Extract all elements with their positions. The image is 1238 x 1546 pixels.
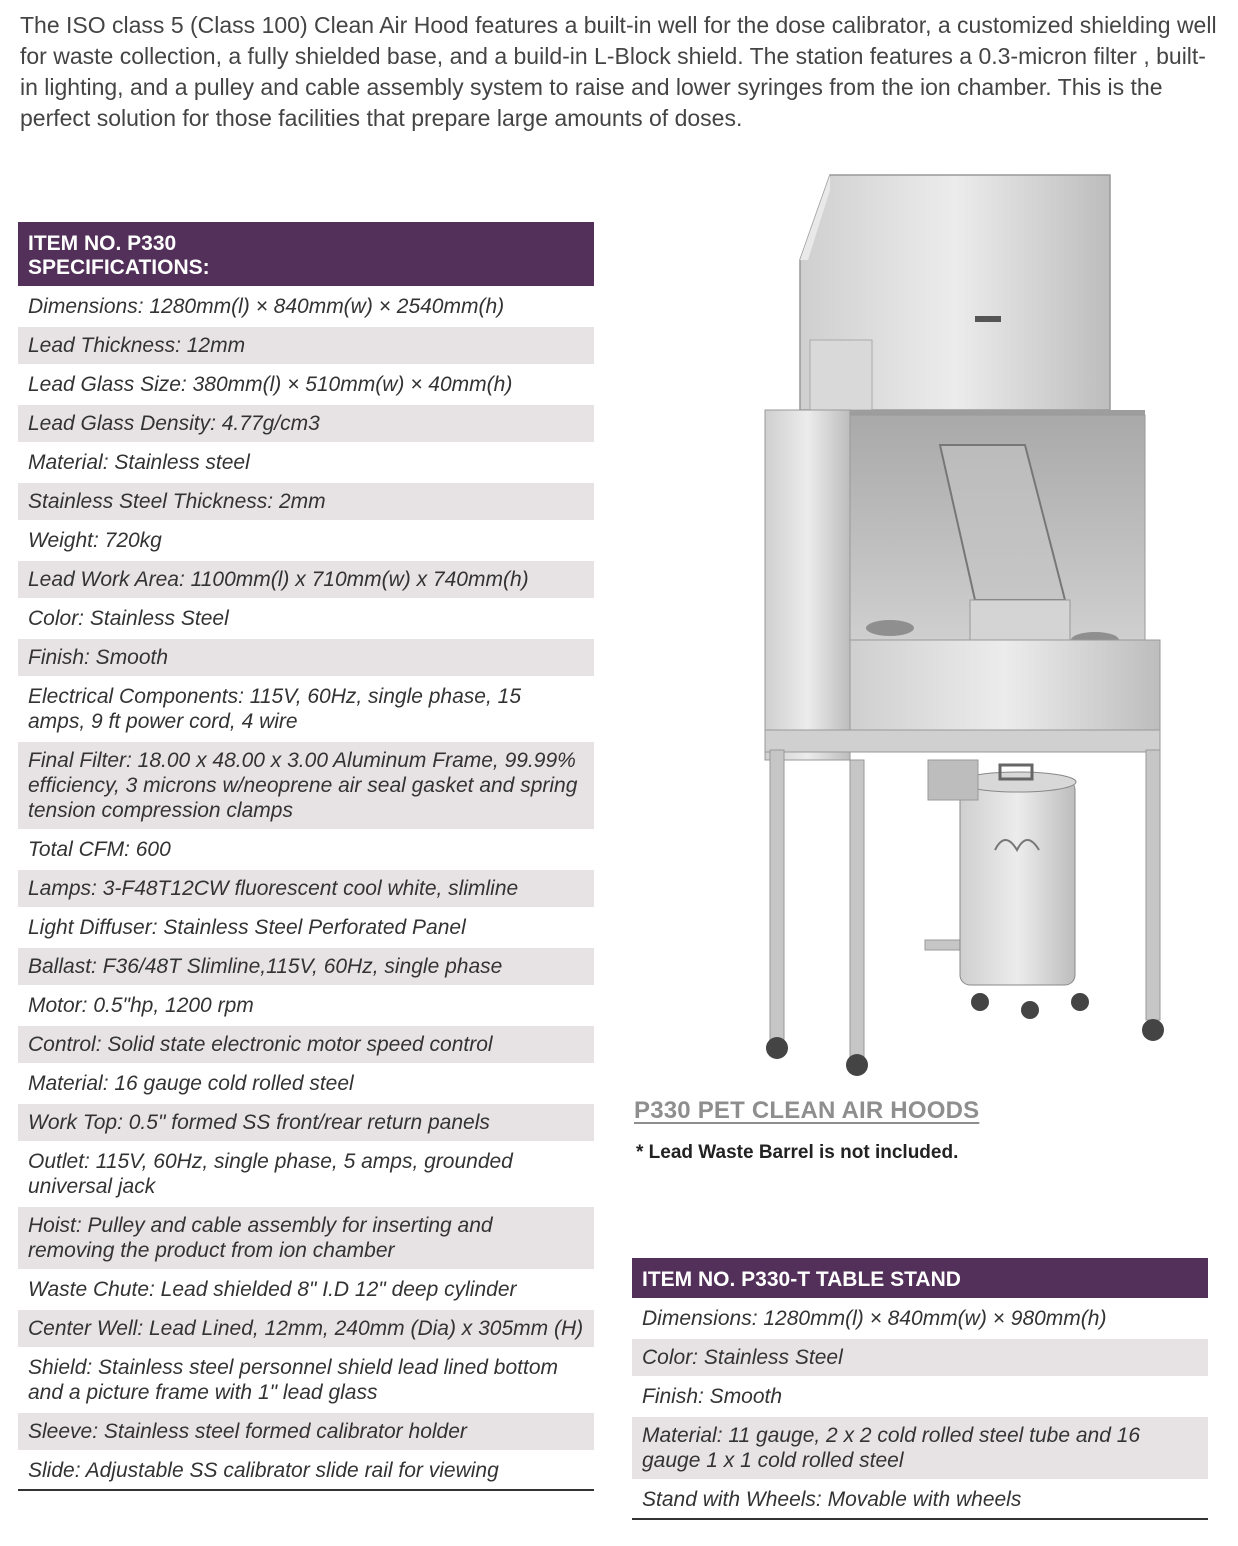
p330-specifications-table xyxy=(18,222,594,1491)
spec-row-light-diffuser: Light Diffuser: Stainless Steel Perforated Panel xyxy=(18,907,594,946)
spec-row-motor: Motor: 0.5"hp, 1200 rpm xyxy=(18,985,594,1024)
intro-paragraph: The ISO class 5 (Class 100) Clean Air Hood features a built-in well for the dose calibrator, a customized shielding well for waste collection, a fully shielded base, and a build-in L-Block shield. The station features a 0.3-micron filter , built-in lighting, and a pulley and cable assembly system to raise and lower syringes from the ion chamber. This is the perfect solution for those facilities that prepare large amounts of doses. xyxy=(20,12,1217,131)
spec-row-electrical: Electrical Components: 115V, 60Hz, single phase, 15 amps, 9 ft power cord, 4 wire xyxy=(18,676,594,740)
spec-row-lead-glass-density: Lead Glass Density: 4.77g/cm3 xyxy=(18,403,594,442)
barrel-note: * Lead Waste Barrel is not included. xyxy=(636,1142,959,1163)
spec-row-material: Material: Stainless steel xyxy=(18,442,594,481)
spec-row-slide: Slide: Adjustable SS calibrator slide rail for viewing xyxy=(18,1450,594,1491)
spec-row-ballast: Ballast: F36/48T Slimline,115V, 60Hz, single phase xyxy=(18,946,594,985)
spec-row-hoist: Hoist: Pulley and cable assembly for inserting and removing the product from ion chamber xyxy=(18,1205,594,1269)
spec-row-dimensions: Dimensions: 1280mm(l) × 840mm(w) × 2540mm(h) xyxy=(18,286,594,325)
clean-air-hood-image xyxy=(750,170,1190,1080)
product-title: P330 PET CLEAN AIR HOODS xyxy=(634,1097,980,1124)
stand-row-color: Color: Stainless Steel xyxy=(632,1337,1208,1376)
spec-header-item-no: ITEM NO. P330 xyxy=(28,232,177,255)
spec-row-lead-glass-size: Lead Glass Size: 380mm(l) × 510mm(w) × 40mm(h) xyxy=(18,364,594,403)
spec-row-control: Control: Solid state electronic motor speed control xyxy=(18,1024,594,1063)
stand-row-material: Material: 11 gauge, 2 x 2 cold rolled steel tube and 16 gauge 1 x 1 cold rolled steel xyxy=(632,1415,1208,1479)
spec-row-material-gauge: Material: 16 gauge cold rolled steel xyxy=(18,1063,594,1102)
stand-row-wheels: Stand with Wheels: Movable with wheels xyxy=(632,1479,1208,1520)
spec-row-finish: Finish: Smooth xyxy=(18,637,594,676)
p330-t-table-stand-table xyxy=(632,1258,1208,1520)
spec-row-outlet: Outlet: 115V, 60Hz, single phase, 5 amps, grounded universal jack xyxy=(18,1141,594,1205)
spec-row-total-cfm: Total CFM: 600 xyxy=(18,829,594,868)
spec-row-steel-thickness: Stainless Steel Thickness: 2mm xyxy=(18,481,594,520)
spec-row-lead-work-area: Lead Work Area: 1100mm(l) x 710mm(w) x 740mm(h) xyxy=(18,559,594,598)
spec-row-sleeve: Sleeve: Stainless steel formed calibrator holder xyxy=(18,1411,594,1450)
stand-table-header: ITEM NO. P330-T TABLE STAND xyxy=(632,1258,1208,1298)
spec-row-lead-thickness: Lead Thickness: 12mm xyxy=(18,325,594,364)
spec-header-title: SPECIFICATIONS: xyxy=(28,256,210,279)
spec-row-center-well: Center Well: Lead Lined, 12mm, 240mm (Dia) x 305mm (H) xyxy=(18,1308,594,1347)
spec-row-shield: Shield: Stainless steel personnel shield lead lined bottom and a picture frame with 1" lead glass xyxy=(18,1347,594,1411)
spec-row-waste-chute: Waste Chute: Lead shielded 8" I.D 12" deep cylinder xyxy=(18,1269,594,1308)
spec-row-weight: Weight: 720kg xyxy=(18,520,594,559)
spec-row-work-top: Work Top: 0.5" formed SS front/rear return panels xyxy=(18,1102,594,1141)
spec-row-color: Color: Stainless Steel xyxy=(18,598,594,637)
spec-row-final-filter: Final Filter: 18.00 x 48.00 x 3.00 Aluminum Frame, 99.99% efficiency, 3 microns w/neoprene air seal gasket and spring tension compression clamps xyxy=(18,740,594,829)
stand-row-dimensions: Dimensions: 1280mm(l) × 840mm(w) × 980mm(h) xyxy=(632,1298,1208,1337)
spec-table-header xyxy=(18,222,594,286)
stand-row-finish: Finish: Smooth xyxy=(632,1376,1208,1415)
spec-row-lamps: Lamps: 3-F48T12CW fluorescent cool white, slimline xyxy=(18,868,594,907)
